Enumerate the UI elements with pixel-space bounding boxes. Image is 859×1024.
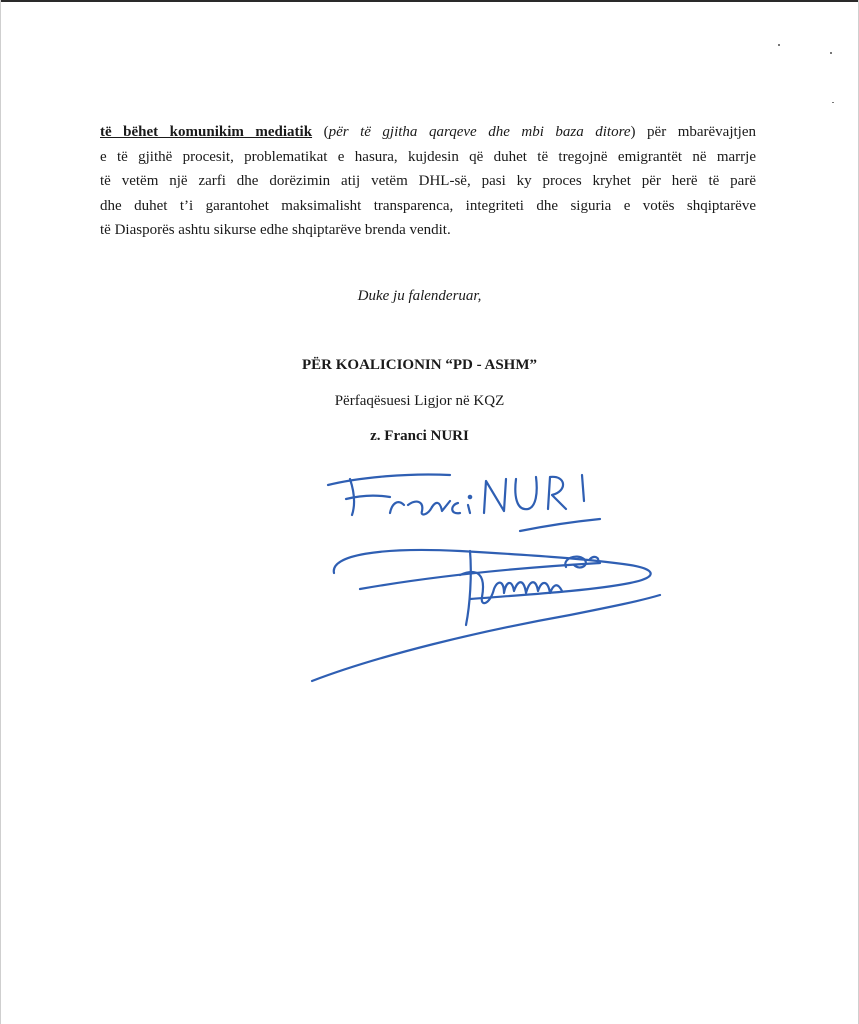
body-line-2: e të gjithë procesit, problematikat e hasura, kujdesin që duhet të tregojnë emigrantët në marrje (100, 148, 756, 165)
scan-speck (830, 52, 832, 54)
coalition-heading: PËR KOALICIONIN “PD - ASHM” (301, 357, 537, 373)
letter-body-paragraph (100, 120, 756, 243)
handwritten-signature (300, 455, 680, 695)
body-italic-aside: për të gjitha qarqeve dhe mbi baza ditore (328, 124, 631, 140)
top-border (0, 0, 859, 2)
scan-speck (778, 44, 780, 46)
body-line-5: të Diasporës ashtu sikurse edhe shqiptarëve brenda vendit. (100, 222, 451, 238)
representative-title: Përfaqësuesi Ligjor në KQZ (334, 393, 505, 409)
body-line-4: dhe duhet t’i garantohet maksimalisht transparenca, integriteti dhe siguria e votës shqiptarëve (100, 197, 756, 214)
scan-speck (832, 102, 834, 103)
body-line-3: të vetëm një zarfi dhe dorëzimin atij vetëm DHL-së, pasi ky proces kryhet për herë të parë (100, 173, 756, 189)
representative-name: z. Franci NURI (370, 428, 469, 444)
body-bold-underlined: të bëhet komunikim mediatik (100, 124, 313, 140)
left-border (0, 0, 1, 1024)
body-open-paren: ( (323, 124, 329, 140)
closing-salutation: Duke ju falenderuar, (357, 288, 482, 304)
body-line1-rest: ) për mbarëvajtjen (630, 124, 757, 140)
body-line-1 (100, 120, 756, 145)
